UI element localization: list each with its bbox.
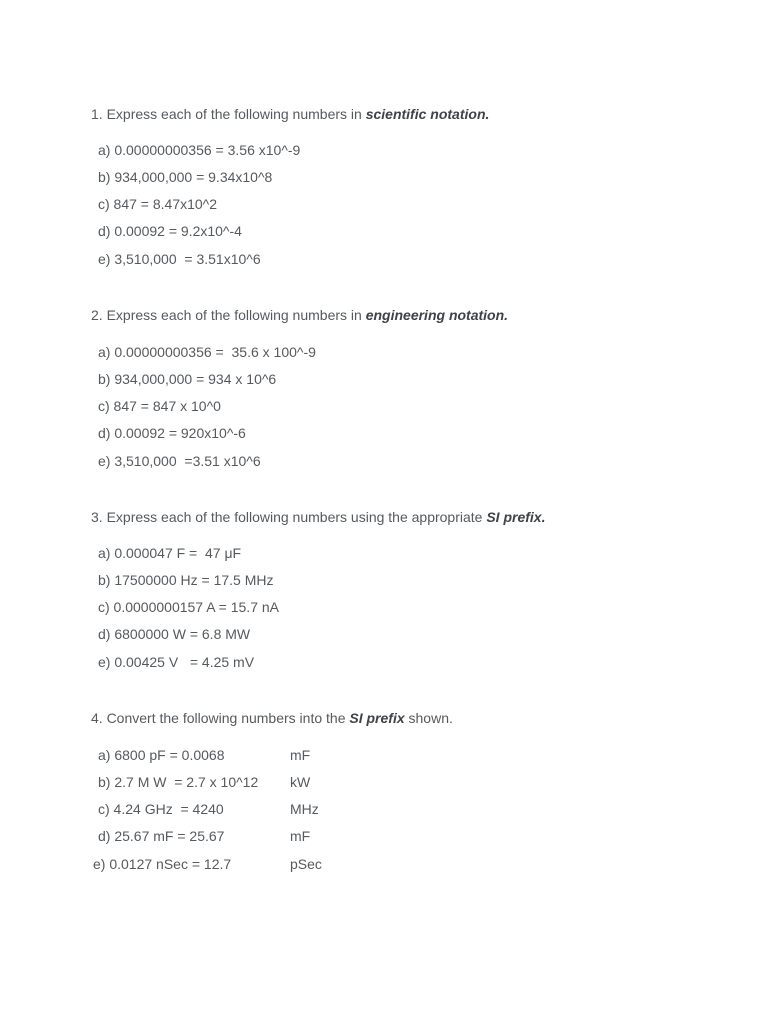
question-4-prompt-text: 4. Convert the following numbers into the bbox=[91, 710, 350, 726]
question-4-item-e: e) 0.0127 nSec = 12.7 bbox=[93, 856, 232, 872]
question-3-item-d: d) 6800000 W = 6.8 MW bbox=[98, 626, 251, 642]
question-2-emphasis: engineering notation. bbox=[365, 307, 509, 323]
question-2-item-c: c) 847 = 847 x 10^0 bbox=[98, 398, 221, 414]
question-1-emphasis: scientific notation. bbox=[365, 106, 490, 122]
question-3-emphasis: SI prefix. bbox=[486, 509, 546, 525]
question-1-item-c: c) 847 = 8.47x10^2 bbox=[98, 196, 218, 212]
question-3-prompt bbox=[91, 508, 545, 526]
question-1-prompt bbox=[91, 105, 489, 123]
question-4-emphasis: SI prefix bbox=[349, 710, 405, 726]
question-3-item-a: a) 0.000047 F = 47 μF bbox=[98, 545, 242, 561]
question-4-prompt bbox=[91, 709, 453, 727]
question-4-unit-c: MHz bbox=[290, 801, 319, 817]
question-1-item-d: d) 0.00092 = 9.2x10^-4 bbox=[98, 223, 242, 239]
question-3-item-e: e) 0.00425 V = 4.25 mV bbox=[98, 654, 255, 670]
question-4-item-b: b) 2.7 M W = 2.7 x 10^12 bbox=[98, 774, 259, 790]
question-2-item-a: a) 0.00000000356 = 35.6 x 100^-9 bbox=[98, 344, 316, 360]
question-2-prompt bbox=[91, 306, 508, 324]
question-1-item-e: e) 3,510,000 = 3.51x10^6 bbox=[98, 251, 261, 267]
question-2-item-b: b) 934,000,000 = 934 x 10^6 bbox=[98, 371, 277, 387]
question-3-item-c: c) 0.0000000157 A = 15.7 nA bbox=[98, 599, 279, 615]
question-1-item-b: b) 934,000,000 = 9.34x10^8 bbox=[98, 169, 273, 185]
question-3-item-b: b) 17500000 Hz = 17.5 MHz bbox=[98, 572, 274, 588]
question-4-unit-d: mF bbox=[290, 828, 311, 844]
question-2-item-d: d) 0.00092 = 920x10^-6 bbox=[98, 425, 246, 441]
question-1-prompt-text: 1. Express each of the following numbers in bbox=[91, 106, 366, 122]
question-4-unit-b: kW bbox=[290, 774, 311, 790]
question-4-item-a: a) 6800 pF = 0.0068 bbox=[98, 747, 225, 763]
question-1-item-a: a) 0.00000000356 = 3.56 x10^-9 bbox=[98, 142, 301, 158]
question-2-item-e: e) 3,510,000 =3.51 x10^6 bbox=[98, 453, 261, 469]
question-4-unit-e: pSec bbox=[290, 856, 322, 872]
question-4-item-d: d) 25.67 mF = 25.67 bbox=[98, 828, 225, 844]
question-3-prompt-text: 3. Express each of the following numbers using the appropriate bbox=[91, 509, 487, 525]
question-4-unit-a: mF bbox=[290, 747, 311, 763]
question-4-prompt-suffix: shown. bbox=[404, 710, 453, 726]
question-2-prompt-text: 2. Express each of the following numbers in bbox=[91, 307, 366, 323]
question-4-item-c: c) 4.24 GHz = 4240 bbox=[98, 801, 224, 817]
